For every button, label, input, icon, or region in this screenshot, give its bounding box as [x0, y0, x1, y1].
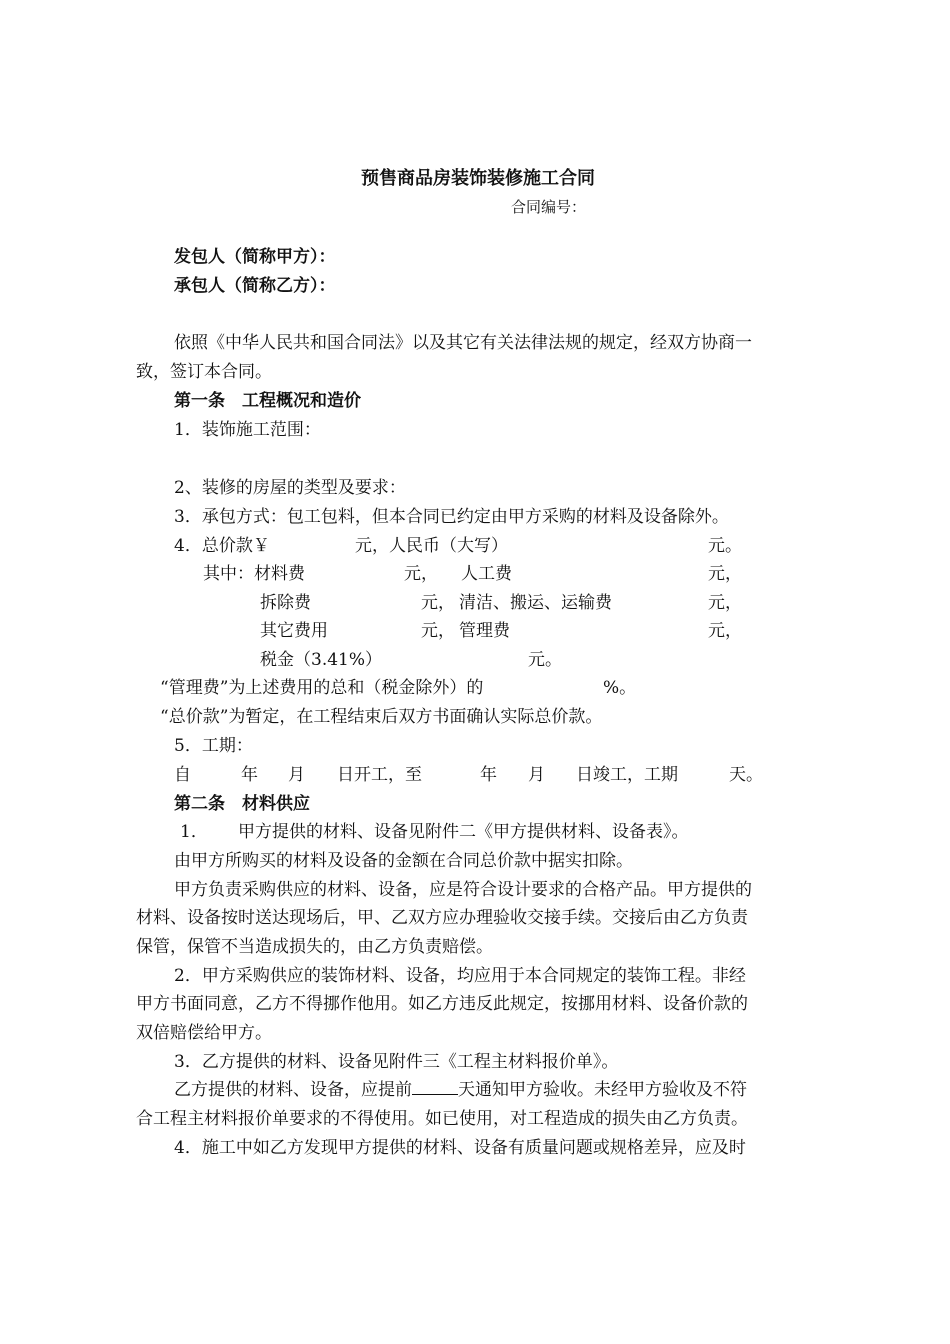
art1-item-3: 3．承包方式：包工包料，但本合同已约定由甲方采购的材料及设备除外。	[174, 507, 729, 527]
art2-p1-c-line3: 保管，保管不当造成损失的，由乙方负责赔偿。	[136, 937, 493, 957]
art2-p1-number: 1．	[180, 822, 208, 842]
other-fee-label: 其它费用	[260, 621, 328, 641]
management-fee-unit: 元，	[708, 621, 742, 641]
cleaning-fee-unit: 元，	[708, 593, 742, 613]
management-fee-percent: %。	[603, 678, 637, 698]
art1-item-1: 1．装饰施工范围：	[174, 420, 321, 440]
art1-item-2: 2、装修的房屋的类型及要求：	[174, 478, 406, 498]
cleaning-fee-label: 清洁、搬运、运输费	[459, 593, 612, 613]
period-end-month: 月	[528, 765, 545, 785]
labor-fee-unit: 元，	[708, 564, 742, 584]
art2-p1-c-line1: 甲方负责采购供应的材料、设备，应是符合设计要求的合格产品。甲方提供的	[174, 880, 752, 900]
period-end-day: 日竣工，工期	[576, 765, 678, 785]
management-fee-label: 管理费	[459, 621, 510, 641]
article-2-heading: 第二条 材料供应	[174, 794, 310, 814]
intro-line-2: 致，签订本合同。	[136, 362, 272, 382]
art2-p1-c-line2: 材料、设备按时送达现场后，甲、乙双方应办理验收交接手续。交接后由乙方负责	[136, 908, 748, 928]
total-price-rmb-label: 元，人民币（大写）	[355, 536, 508, 556]
period-start-month: 月	[288, 765, 305, 785]
art2-p3-b-prefix: 乙方提供的材料、设备，应提前	[174, 1080, 412, 1100]
other-fee-unit: 元，	[421, 621, 455, 641]
contract-number-label: 合同编号：	[511, 198, 587, 216]
management-fee-note: “管理费”为上述费用的总和（税金除外）的	[160, 678, 484, 698]
labor-fee-label: 人工费	[461, 564, 512, 584]
art2-p1-b: 由甲方所购买的材料及设备的金额在合同总价款中据实扣除。	[174, 851, 633, 871]
total-price-note: “总价款”为暂定，在工程结束后双方书面确认实际总价款。	[160, 707, 603, 727]
notice-days-blank[interactable]	[412, 1079, 458, 1095]
total-price-end: 元。	[708, 536, 742, 556]
art1-item-5: 5．工期：	[174, 736, 253, 756]
tax-unit: 元。	[528, 650, 562, 670]
material-fee-unit: 元，	[404, 564, 438, 584]
party-b-label: 承包人（简称乙方）：	[174, 276, 336, 296]
art2-p3-c: 合工程主材料报价单要求的不得使用。如已使用，对工程造成的损失由乙方负责。	[136, 1109, 748, 1129]
party-a-label: 发包人（简称甲方）：	[174, 247, 336, 267]
art2-p2-line2: 甲方书面同意，乙方不得挪作他用。如乙方违反此规定，按挪用材料、设备价款的	[136, 994, 748, 1014]
period-start-day: 日开工，至	[337, 765, 422, 785]
art2-p3-b-suffix: 天通知甲方验收。未经甲方验收及不符	[458, 1080, 747, 1100]
art2-p2-line1: 2．甲方采购供应的装饰材料、设备，均应用于本合同规定的装饰工程。非经	[174, 966, 746, 986]
art2-p1-text: 甲方提供的材料、设备见附件二《甲方提供材料、设备表》。	[238, 822, 689, 842]
tax-label: 税金（3.41%）	[260, 650, 383, 670]
period-days: 天。	[729, 765, 763, 785]
period-from: 自	[174, 765, 191, 785]
material-fee-label: 其中：材料费	[203, 564, 305, 584]
total-price-label: 4．总价款￥	[174, 536, 270, 556]
demolition-fee-unit: 元，	[421, 593, 455, 613]
period-end-year: 年	[480, 765, 497, 785]
contract-title: 预售商品房装饰装修施工合同	[361, 168, 595, 189]
art2-p3: 3．乙方提供的材料、设备见附件三《工程主材料报价单》。	[174, 1052, 619, 1072]
intro-line-1: 依照《中华人民共和国合同法》以及其它有关法律法规的规定，经双方协商一	[174, 333, 752, 353]
art2-p3-b-line	[174, 1079, 747, 1101]
art2-p4: 4．施工中如乙方发现甲方提供的材料、设备有质量问题或规格差异，应及时	[174, 1138, 746, 1158]
period-start-year: 年	[241, 765, 258, 785]
article-1-heading: 第一条 工程概况和造价	[174, 391, 361, 411]
demolition-fee-label: 拆除费	[260, 593, 311, 613]
art2-p2-line3: 双倍赔偿给甲方。	[136, 1023, 272, 1043]
